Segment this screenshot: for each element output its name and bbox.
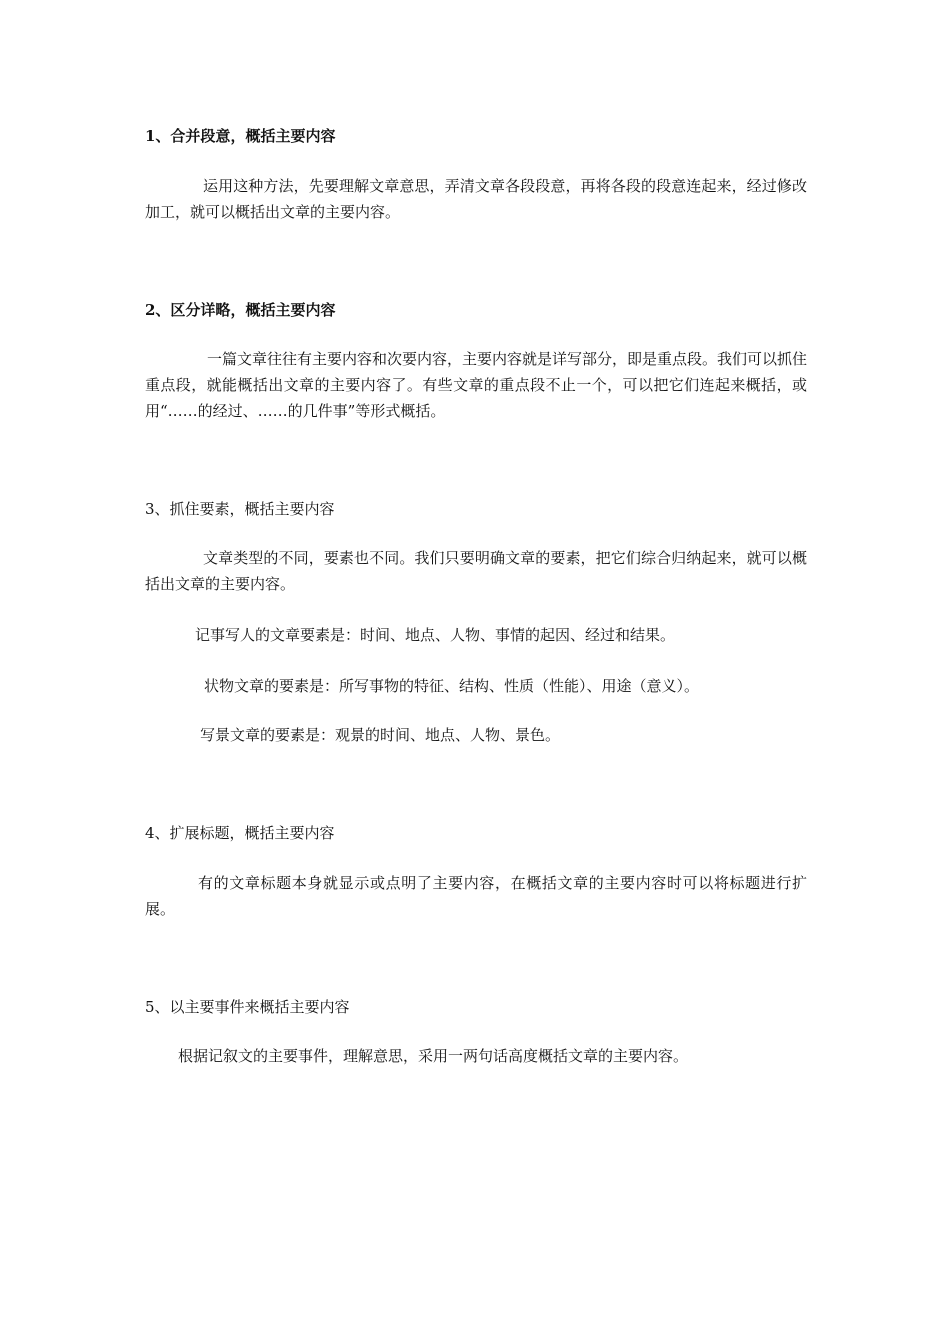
section-paragraph: 状物文章的要素是：所写事物的特征、结构、性质（性能）、用途（意义）。	[204, 677, 700, 695]
section-heading: 5、以主要事件来概括主要内容	[145, 998, 350, 1016]
section-paragraph: 记事写人的文章要素是：时间、地点、人物、事情的起因、经过和结果。	[195, 626, 676, 644]
section-paragraph: 运用这种方法，先要理解文章意思，弄清文章各段段意，再将各段的段意连起来，经过修改加工，就可以概括出文章的主要内容。	[145, 177, 807, 221]
section-heading: 2、区分详略，概括主要内容	[145, 301, 336, 319]
section-paragraph: 有的文章标题本身就显示或点明了主要内容，在概括文章的主要内容时可以将标题进行扩展。	[145, 874, 807, 918]
section-paragraph: 根据记叙文的主要事件，理解意思，采用一两句话高度概括文章的主要内容。	[178, 1047, 689, 1065]
section-paragraph: 文章类型的不同，要素也不同。我们只要明确文章的要素，把它们综合归纳起来，就可以概括出文章的主要内容。	[145, 549, 807, 593]
section-heading: 4、扩展标题，概括主要内容	[145, 824, 335, 842]
section-paragraph: 写景文章的要素是：观景的时间、地点、人物、景色。	[200, 726, 561, 744]
section-paragraph: 一篇文章往往有主要内容和次要内容，主要内容就是详写部分，即是重点段。我们可以抓住重点段，就能概括出文章的主要内容了。有些文章的重点段不止一个，可以把它们连起来概括，或用“……的经过、……的几件事”等形式概括。	[145, 350, 808, 420]
section-heading: 1、合并段意，概括主要内容	[145, 127, 336, 145]
section-heading: 3、抓住要素，概括主要内容	[145, 500, 335, 518]
